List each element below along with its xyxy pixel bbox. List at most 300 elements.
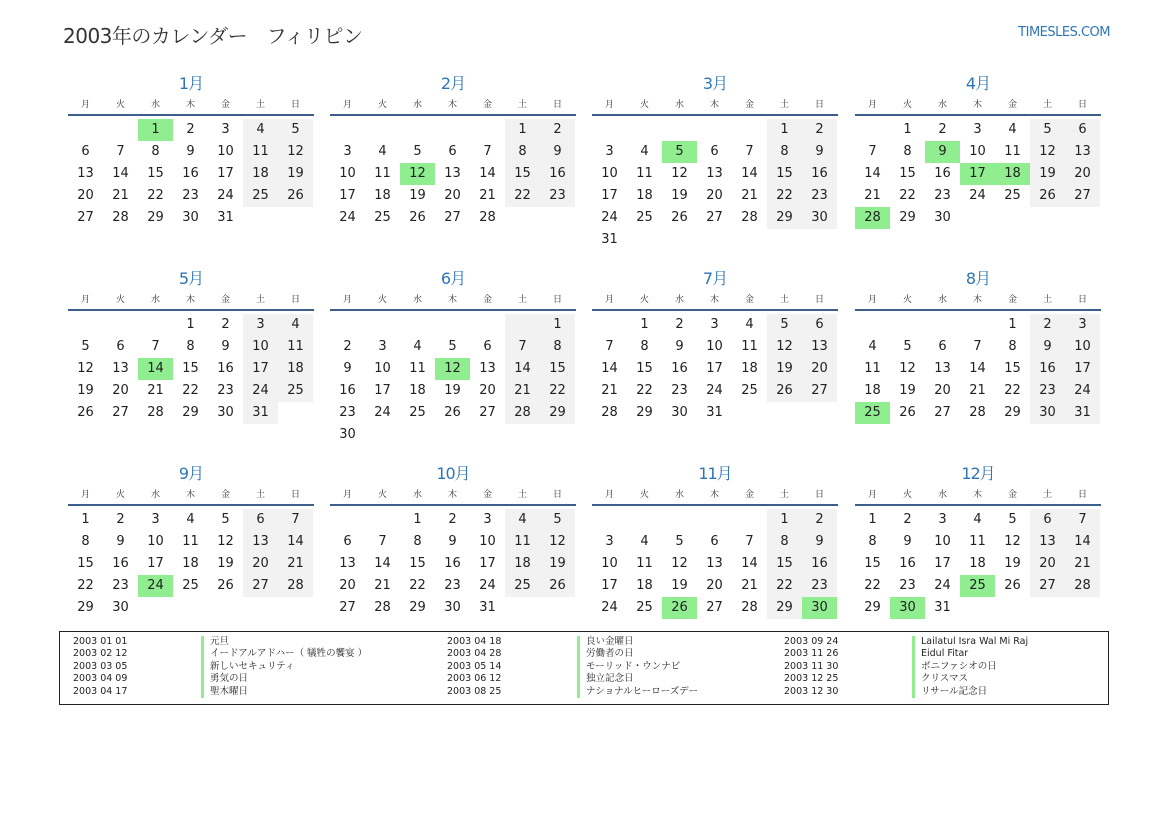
day-cell[interactable]: 16 — [1030, 358, 1065, 380]
holiday-cell[interactable]: 30 — [890, 597, 925, 619]
day-cell[interactable]: 16 — [934, 166, 951, 181]
day-cell[interactable]: 8 — [903, 144, 912, 159]
day-cell[interactable]: 14 — [505, 358, 540, 380]
day-cell[interactable]: 7 — [745, 144, 754, 159]
day-cell[interactable]: 10 — [969, 144, 986, 159]
day-cell[interactable]: 16 — [112, 556, 129, 571]
day-cell[interactable]: 23 — [934, 188, 951, 203]
day-cell[interactable]: 11 — [864, 361, 881, 376]
day-cell[interactable]: 15 — [540, 358, 575, 380]
day-cell[interactable]: 14 — [479, 166, 496, 181]
day-cell[interactable]: 22 — [182, 383, 199, 398]
day-cell[interactable]: 12 — [671, 556, 688, 571]
day-cell[interactable]: 1 — [540, 314, 575, 336]
day-cell[interactable]: 24 — [243, 380, 278, 402]
day-cell[interactable]: 4 — [243, 119, 278, 141]
day-cell[interactable]: 28 — [505, 402, 540, 424]
day-cell[interactable]: 4 — [868, 339, 877, 354]
day-cell[interactable]: 2 — [343, 339, 352, 354]
day-cell[interactable]: 3 — [483, 512, 492, 527]
day-cell[interactable]: 12 — [217, 534, 234, 549]
day-cell[interactable]: 9 — [448, 534, 457, 549]
day-cell[interactable]: 21 — [741, 188, 758, 203]
day-cell[interactable]: 22 — [636, 383, 653, 398]
day-cell[interactable]: 27 — [112, 405, 129, 420]
day-cell[interactable]: 6 — [802, 314, 837, 336]
day-cell[interactable]: 31 — [479, 600, 496, 615]
day-cell[interactable]: 8 — [767, 531, 802, 553]
day-cell[interactable]: 24 — [217, 188, 234, 203]
day-cell[interactable]: 3 — [221, 122, 230, 137]
day-cell[interactable]: 19 — [77, 383, 94, 398]
day-cell[interactable]: 10 — [147, 534, 164, 549]
day-cell[interactable]: 12 — [671, 166, 688, 181]
day-cell[interactable]: 8 — [505, 141, 540, 163]
day-cell[interactable]: 25 — [243, 185, 278, 207]
day-cell[interactable]: 3 — [605, 144, 614, 159]
day-cell[interactable]: 11 — [636, 166, 653, 181]
day-cell[interactable]: 18 — [243, 163, 278, 185]
day-cell[interactable]: 27 — [934, 405, 951, 420]
day-cell[interactable]: 15 — [899, 166, 916, 181]
day-cell[interactable]: 28 — [741, 210, 758, 225]
day-cell[interactable]: 21 — [1065, 553, 1100, 575]
day-cell[interactable]: 14 — [741, 166, 758, 181]
day-cell[interactable]: 27 — [706, 600, 723, 615]
day-cell[interactable]: 22 — [77, 578, 94, 593]
day-cell[interactable]: 1 — [767, 509, 802, 531]
day-cell[interactable]: 15 — [147, 166, 164, 181]
day-cell[interactable]: 22 — [147, 188, 164, 203]
day-cell[interactable]: 2 — [802, 509, 837, 531]
day-cell[interactable]: 28 — [147, 405, 164, 420]
day-cell[interactable]: 3 — [151, 512, 160, 527]
holiday-cell[interactable]: 24 — [138, 575, 173, 597]
day-cell[interactable]: 2 — [221, 317, 230, 332]
day-cell[interactable]: 11 — [1004, 144, 1021, 159]
day-cell[interactable]: 11 — [409, 361, 426, 376]
day-cell[interactable]: 11 — [278, 336, 313, 358]
day-cell[interactable]: 16 — [671, 361, 688, 376]
day-cell[interactable]: 6 — [343, 534, 352, 549]
day-cell[interactable]: 15 — [182, 361, 199, 376]
day-cell[interactable]: 28 — [741, 600, 758, 615]
day-cell[interactable]: 17 — [147, 556, 164, 571]
day-cell[interactable]: 14 — [969, 361, 986, 376]
day-cell[interactable]: 12 — [278, 141, 313, 163]
day-cell[interactable]: 25 — [741, 383, 758, 398]
day-cell[interactable]: 11 — [374, 166, 391, 181]
day-cell[interactable]: 11 — [741, 339, 758, 354]
day-cell[interactable]: 8 — [640, 339, 649, 354]
day-cell[interactable]: 2 — [540, 119, 575, 141]
day-cell[interactable]: 7 — [505, 336, 540, 358]
day-cell[interactable]: 8 — [540, 336, 575, 358]
day-cell[interactable]: 31 — [601, 232, 618, 247]
day-cell[interactable]: 2 — [938, 122, 947, 137]
day-cell[interactable]: 10 — [243, 336, 278, 358]
day-cell[interactable]: 29 — [767, 597, 802, 619]
day-cell[interactable]: 6 — [938, 339, 947, 354]
day-cell[interactable]: 6 — [483, 339, 492, 354]
day-cell[interactable]: 19 — [671, 578, 688, 593]
day-cell[interactable]: 17 — [479, 556, 496, 571]
day-cell[interactable]: 7 — [483, 144, 492, 159]
day-cell[interactable]: 13 — [444, 166, 461, 181]
day-cell[interactable]: 2 — [802, 119, 837, 141]
day-cell[interactable]: 3 — [243, 314, 278, 336]
day-cell[interactable]: 19 — [767, 358, 802, 380]
day-cell[interactable]: 28 — [278, 575, 313, 597]
day-cell[interactable]: 29 — [540, 402, 575, 424]
day-cell[interactable]: 17 — [706, 361, 723, 376]
day-cell[interactable]: 2 — [116, 512, 125, 527]
day-cell[interactable]: 30 — [112, 600, 129, 615]
day-cell[interactable]: 16 — [540, 163, 575, 185]
day-cell[interactable]: 24 — [1065, 380, 1100, 402]
day-cell[interactable]: 20 — [339, 578, 356, 593]
day-cell[interactable]: 30 — [444, 600, 461, 615]
day-cell[interactable]: 25 — [278, 380, 313, 402]
day-cell[interactable]: 21 — [278, 553, 313, 575]
day-cell[interactable]: 28 — [601, 405, 618, 420]
day-cell[interactable]: 20 — [1030, 553, 1065, 575]
day-cell[interactable]: 18 — [636, 578, 653, 593]
day-cell[interactable]: 7 — [278, 509, 313, 531]
day-cell[interactable]: 20 — [77, 188, 94, 203]
holiday-cell[interactable]: 12 — [400, 163, 435, 185]
day-cell[interactable]: 5 — [675, 534, 684, 549]
day-cell[interactable]: 26 — [540, 575, 575, 597]
day-cell[interactable]: 29 — [864, 600, 881, 615]
day-cell[interactable]: 17 — [934, 556, 951, 571]
day-cell[interactable]: 20 — [444, 188, 461, 203]
day-cell[interactable]: 8 — [868, 534, 877, 549]
day-cell[interactable]: 26 — [278, 185, 313, 207]
day-cell[interactable]: 10 — [601, 556, 618, 571]
day-cell[interactable]: 31 — [217, 210, 234, 225]
day-cell[interactable]: 30 — [671, 405, 688, 420]
day-cell[interactable]: 9 — [675, 339, 684, 354]
day-cell[interactable]: 23 — [671, 383, 688, 398]
day-cell[interactable]: 7 — [973, 339, 982, 354]
day-cell[interactable]: 14 — [374, 556, 391, 571]
day-cell[interactable]: 18 — [636, 188, 653, 203]
holiday-cell[interactable]: 9 — [925, 141, 960, 163]
day-cell[interactable]: 14 — [278, 531, 313, 553]
day-cell[interactable]: 21 — [969, 383, 986, 398]
day-cell[interactable]: 2 — [186, 122, 195, 137]
day-cell[interactable]: 5 — [81, 339, 90, 354]
holiday-cell[interactable]: 1 — [138, 119, 173, 141]
day-cell[interactable]: 20 — [706, 578, 723, 593]
day-cell[interactable]: 30 — [802, 207, 837, 229]
day-cell[interactable]: 7 — [745, 534, 754, 549]
day-cell[interactable]: 8 — [413, 534, 422, 549]
holiday-cell[interactable]: 26 — [662, 597, 697, 619]
day-cell[interactable]: 26 — [77, 405, 94, 420]
day-cell[interactable]: 6 — [1030, 509, 1065, 531]
day-cell[interactable]: 15 — [767, 553, 802, 575]
day-cell[interactable]: 19 — [671, 188, 688, 203]
day-cell[interactable]: 25 — [409, 405, 426, 420]
day-cell[interactable]: 27 — [339, 600, 356, 615]
day-cell[interactable]: 5 — [278, 119, 313, 141]
day-cell[interactable]: 11 — [636, 556, 653, 571]
day-cell[interactable]: 10 — [1065, 336, 1100, 358]
day-cell[interactable]: 13 — [339, 556, 356, 571]
day-cell[interactable]: 11 — [969, 534, 986, 549]
day-cell[interactable]: 10 — [934, 534, 951, 549]
day-cell[interactable]: 4 — [186, 512, 195, 527]
day-cell[interactable]: 14 — [864, 166, 881, 181]
day-cell[interactable]: 29 — [182, 405, 199, 420]
day-cell[interactable]: 21 — [374, 578, 391, 593]
day-cell[interactable]: 23 — [1030, 380, 1065, 402]
day-cell[interactable]: 30 — [339, 427, 356, 442]
day-cell[interactable]: 1 — [767, 119, 802, 141]
day-cell[interactable]: 31 — [1065, 402, 1100, 424]
day-cell[interactable]: 15 — [636, 361, 653, 376]
holiday-cell[interactable]: 30 — [802, 597, 837, 619]
day-cell[interactable]: 25 — [1004, 188, 1021, 203]
day-cell[interactable]: 3 — [605, 534, 614, 549]
day-cell[interactable]: 13 — [1030, 531, 1065, 553]
day-cell[interactable]: 6 — [243, 509, 278, 531]
day-cell[interactable]: 20 — [112, 383, 129, 398]
day-cell[interactable]: 6 — [710, 534, 719, 549]
day-cell[interactable]: 13 — [802, 336, 837, 358]
day-cell[interactable]: 30 — [1030, 402, 1065, 424]
day-cell[interactable]: 11 — [243, 141, 278, 163]
day-cell[interactable]: 9 — [802, 531, 837, 553]
day-cell[interactable]: 10 — [479, 534, 496, 549]
day-cell[interactable]: 22 — [409, 578, 426, 593]
day-cell[interactable]: 21 — [741, 578, 758, 593]
day-cell[interactable]: 19 — [278, 163, 313, 185]
day-cell[interactable]: 18 — [409, 383, 426, 398]
day-cell[interactable]: 3 — [1065, 314, 1100, 336]
day-cell[interactable]: 18 — [505, 553, 540, 575]
day-cell[interactable]: 4 — [745, 317, 754, 332]
day-cell[interactable]: 26 — [1004, 578, 1021, 593]
day-cell[interactable]: 3 — [938, 512, 947, 527]
day-cell[interactable]: 6 — [1065, 119, 1100, 141]
day-cell[interactable]: 23 — [112, 578, 129, 593]
day-cell[interactable]: 21 — [112, 188, 129, 203]
day-cell[interactable]: 24 — [601, 600, 618, 615]
holiday-cell[interactable]: 25 — [855, 402, 890, 424]
day-cell[interactable]: 9 — [221, 339, 230, 354]
day-cell[interactable]: 24 — [601, 210, 618, 225]
day-cell[interactable]: 7 — [1065, 509, 1100, 531]
day-cell[interactable]: 28 — [112, 210, 129, 225]
day-cell[interactable]: 27 — [77, 210, 94, 225]
day-cell[interactable]: 29 — [409, 600, 426, 615]
day-cell[interactable]: 11 — [182, 534, 199, 549]
day-cell[interactable]: 5 — [221, 512, 230, 527]
day-cell[interactable]: 29 — [767, 207, 802, 229]
day-cell[interactable]: 22 — [1004, 383, 1021, 398]
day-cell[interactable]: 15 — [505, 163, 540, 185]
day-cell[interactable]: 17 — [339, 188, 356, 203]
day-cell[interactable]: 24 — [706, 383, 723, 398]
day-cell[interactable]: 20 — [706, 188, 723, 203]
day-cell[interactable]: 7 — [116, 144, 125, 159]
day-cell[interactable]: 20 — [479, 383, 496, 398]
day-cell[interactable]: 1 — [1008, 317, 1017, 332]
day-cell[interactable]: 4 — [413, 339, 422, 354]
day-cell[interactable]: 21 — [479, 188, 496, 203]
day-cell[interactable]: 27 — [243, 575, 278, 597]
day-cell[interactable]: 16 — [339, 383, 356, 398]
day-cell[interactable]: 15 — [77, 556, 94, 571]
day-cell[interactable]: 13 — [479, 361, 496, 376]
day-cell[interactable]: 8 — [81, 534, 90, 549]
day-cell[interactable]: 25 — [636, 210, 653, 225]
day-cell[interactable]: 25 — [374, 210, 391, 225]
day-cell[interactable]: 20 — [802, 358, 837, 380]
day-cell[interactable]: 15 — [864, 556, 881, 571]
day-cell[interactable]: 14 — [112, 166, 129, 181]
day-cell[interactable]: 17 — [217, 166, 234, 181]
day-cell[interactable]: 6 — [710, 144, 719, 159]
day-cell[interactable]: 21 — [505, 380, 540, 402]
day-cell[interactable]: 31 — [706, 405, 723, 420]
day-cell[interactable]: 28 — [374, 600, 391, 615]
day-cell[interactable]: 22 — [767, 185, 802, 207]
day-cell[interactable]: 6 — [448, 144, 457, 159]
day-cell[interactable]: 15 — [409, 556, 426, 571]
day-cell[interactable]: 2 — [1030, 314, 1065, 336]
day-cell[interactable]: 25 — [505, 575, 540, 597]
day-cell[interactable]: 3 — [343, 144, 352, 159]
day-cell[interactable]: 13 — [112, 361, 129, 376]
day-cell[interactable]: 4 — [973, 512, 982, 527]
day-cell[interactable]: 26 — [409, 210, 426, 225]
day-cell[interactable]: 9 — [802, 141, 837, 163]
day-cell[interactable]: 13 — [1065, 141, 1100, 163]
day-cell[interactable]: 5 — [413, 144, 422, 159]
day-cell[interactable]: 22 — [540, 380, 575, 402]
day-cell[interactable]: 4 — [1008, 122, 1017, 137]
day-cell[interactable]: 24 — [339, 210, 356, 225]
day-cell[interactable]: 23 — [339, 405, 356, 420]
day-cell[interactable]: 30 — [182, 210, 199, 225]
day-cell[interactable]: 9 — [540, 141, 575, 163]
day-cell[interactable]: 25 — [182, 578, 199, 593]
day-cell[interactable]: 26 — [1030, 185, 1065, 207]
day-cell[interactable]: 2 — [448, 512, 457, 527]
day-cell[interactable]: 6 — [116, 339, 125, 354]
day-cell[interactable]: 14 — [1065, 531, 1100, 553]
day-cell[interactable]: 28 — [1065, 575, 1100, 597]
holiday-cell[interactable]: 18 — [995, 163, 1030, 185]
day-cell[interactable]: 18 — [182, 556, 199, 571]
site-link[interactable]: TIMESLES.COM — [1018, 25, 1110, 40]
day-cell[interactable]: 19 — [1004, 556, 1021, 571]
day-cell[interactable]: 27 — [444, 210, 461, 225]
day-cell[interactable]: 17 — [601, 578, 618, 593]
day-cell[interactable]: 5 — [767, 314, 802, 336]
day-cell[interactable]: 5 — [903, 339, 912, 354]
day-cell[interactable]: 18 — [864, 383, 881, 398]
holiday-cell[interactable]: 17 — [960, 163, 995, 185]
day-cell[interactable]: 23 — [540, 185, 575, 207]
day-cell[interactable]: 29 — [636, 405, 653, 420]
day-cell[interactable]: 31 — [934, 600, 951, 615]
day-cell[interactable]: 14 — [741, 556, 758, 571]
day-cell[interactable]: 29 — [147, 210, 164, 225]
day-cell[interactable]: 23 — [802, 185, 837, 207]
day-cell[interactable]: 8 — [767, 141, 802, 163]
day-cell[interactable]: 20 — [243, 553, 278, 575]
day-cell[interactable]: 15 — [767, 163, 802, 185]
day-cell[interactable]: 17 — [1065, 358, 1100, 380]
day-cell[interactable]: 4 — [278, 314, 313, 336]
day-cell[interactable]: 24 — [479, 578, 496, 593]
day-cell[interactable]: 5 — [1030, 119, 1065, 141]
day-cell[interactable]: 16 — [217, 361, 234, 376]
day-cell[interactable]: 16 — [899, 556, 916, 571]
day-cell[interactable]: 2 — [903, 512, 912, 527]
day-cell[interactable]: 26 — [899, 405, 916, 420]
day-cell[interactable]: 8 — [186, 339, 195, 354]
day-cell[interactable]: 17 — [601, 188, 618, 203]
day-cell[interactable]: 18 — [969, 556, 986, 571]
day-cell[interactable]: 16 — [444, 556, 461, 571]
day-cell[interactable]: 8 — [1008, 339, 1017, 354]
day-cell[interactable]: 19 — [899, 383, 916, 398]
day-cell[interactable]: 8 — [151, 144, 160, 159]
day-cell[interactable]: 18 — [278, 358, 313, 380]
day-cell[interactable]: 19 — [1030, 163, 1065, 185]
day-cell[interactable]: 2 — [675, 317, 684, 332]
holiday-cell[interactable]: 28 — [855, 207, 890, 229]
day-cell[interactable]: 13 — [706, 166, 723, 181]
day-cell[interactable]: 1 — [505, 119, 540, 141]
day-cell[interactable]: 12 — [77, 361, 94, 376]
day-cell[interactable]: 5 — [540, 509, 575, 531]
day-cell[interactable]: 12 — [899, 361, 916, 376]
day-cell[interactable]: 21 — [147, 383, 164, 398]
day-cell[interactable]: 23 — [182, 188, 199, 203]
day-cell[interactable]: 12 — [767, 336, 802, 358]
day-cell[interactable]: 13 — [243, 531, 278, 553]
day-cell[interactable]: 14 — [601, 361, 618, 376]
day-cell[interactable]: 9 — [186, 144, 195, 159]
day-cell[interactable]: 9 — [1030, 336, 1065, 358]
day-cell[interactable]: 16 — [802, 553, 837, 575]
day-cell[interactable]: 19 — [217, 556, 234, 571]
day-cell[interactable]: 1 — [413, 512, 422, 527]
day-cell[interactable]: 26 — [217, 578, 234, 593]
day-cell[interactable]: 13 — [706, 556, 723, 571]
day-cell[interactable]: 10 — [601, 166, 618, 181]
day-cell[interactable]: 27 — [479, 405, 496, 420]
day-cell[interactable]: 10 — [339, 166, 356, 181]
day-cell[interactable]: 22 — [767, 575, 802, 597]
day-cell[interactable]: 4 — [640, 144, 649, 159]
day-cell[interactable]: 22 — [899, 188, 916, 203]
day-cell[interactable]: 26 — [671, 210, 688, 225]
day-cell[interactable]: 23 — [444, 578, 461, 593]
day-cell[interactable]: 7 — [151, 339, 160, 354]
day-cell[interactable]: 10 — [217, 144, 234, 159]
day-cell[interactable]: 19 — [444, 383, 461, 398]
day-cell[interactable]: 24 — [374, 405, 391, 420]
day-cell[interactable]: 29 — [899, 210, 916, 225]
